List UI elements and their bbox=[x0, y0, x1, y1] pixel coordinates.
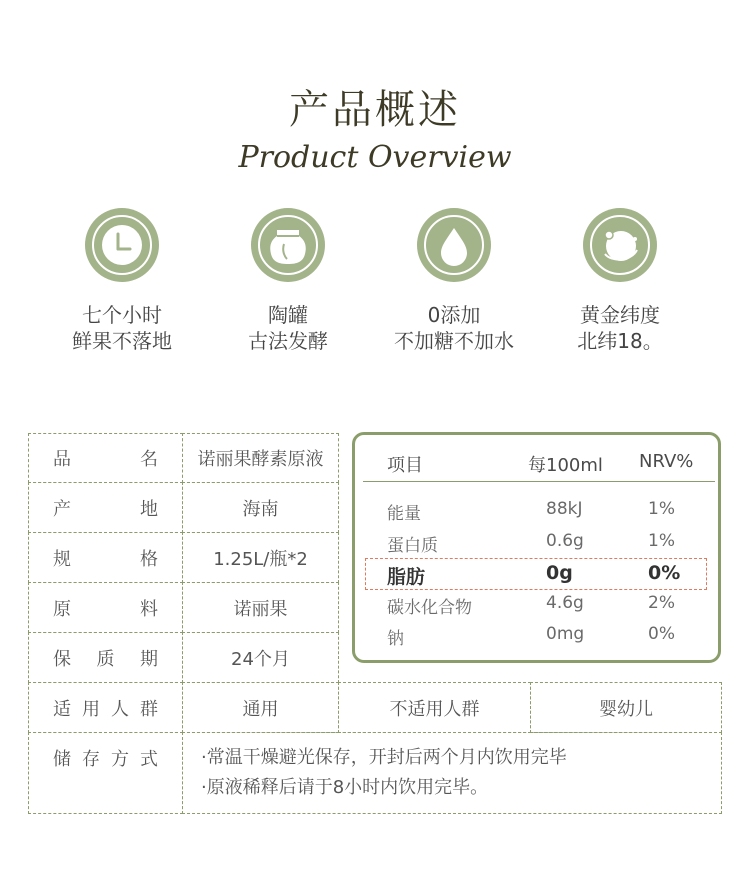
nutrient-nrv: 2% bbox=[648, 593, 675, 613]
unsuitable-value: 婴幼儿 bbox=[530, 682, 722, 733]
nutrient-name: 蛋白质 bbox=[387, 536, 438, 556]
nutrient-name: 钠 bbox=[387, 629, 404, 649]
feature-line2: 北纬18。 bbox=[577, 329, 663, 353]
nutrient-amount: 0mg bbox=[546, 624, 585, 644]
unsuitable-label: 不适用人群 bbox=[338, 682, 531, 733]
key-origin bbox=[28, 482, 183, 533]
key-char: 人 bbox=[111, 698, 129, 720]
feature-no-additive bbox=[379, 208, 529, 354]
nutrient-amount: 4.6g bbox=[546, 593, 584, 613]
value-target: 通用 bbox=[182, 682, 339, 733]
key-char: 群 bbox=[140, 698, 158, 720]
jar-icon bbox=[251, 208, 325, 282]
value-storage bbox=[182, 732, 722, 814]
key-char: 保 bbox=[53, 648, 71, 670]
key-char: 期 bbox=[140, 648, 158, 670]
nutrient-amount: 0g bbox=[546, 562, 573, 584]
key-char: 储 bbox=[53, 749, 71, 770]
value-shelf-life: 24个月 bbox=[182, 632, 339, 683]
feature-line1: 陶罐 bbox=[268, 303, 308, 327]
value-ingredient: 诺丽果 bbox=[182, 582, 339, 633]
nutrient-name: 碳水化合物 bbox=[387, 598, 472, 618]
key-char: 品 bbox=[53, 449, 71, 470]
key-name bbox=[28, 433, 183, 483]
nutrient-nrv: 1% bbox=[648, 531, 675, 551]
key-char: 用 bbox=[82, 698, 100, 720]
storage-line: ·常温干燥避光保存，开封后两个月内饮用完毕 bbox=[201, 747, 567, 768]
key-char: 方 bbox=[111, 749, 129, 770]
globe-icon bbox=[583, 208, 657, 282]
header-per100: 每100ml bbox=[528, 455, 603, 476]
nutrient-name: 能量 bbox=[387, 504, 421, 524]
key-char: 料 bbox=[140, 598, 158, 620]
value-spec: 1.25L/瓶*2 bbox=[182, 532, 339, 583]
header-nrv: NRV% bbox=[639, 451, 694, 472]
key-char: 质 bbox=[96, 648, 115, 670]
key-char: 存 bbox=[82, 749, 100, 770]
header-divider bbox=[363, 481, 715, 482]
feature-line1: 黄金纬度 bbox=[580, 303, 660, 327]
feature-line2: 鲜果不落地 bbox=[72, 329, 172, 353]
header-item: 项目 bbox=[387, 455, 423, 476]
key-spec bbox=[28, 532, 183, 583]
key-char: 名 bbox=[140, 449, 158, 470]
feature-line2: 古法发酵 bbox=[248, 329, 328, 353]
feature-line2: 不加糖不加水 bbox=[394, 329, 514, 353]
feature-line1: 七个小时 bbox=[82, 303, 162, 327]
nutrient-amount: 0.6g bbox=[546, 531, 584, 551]
key-char: 式 bbox=[140, 749, 158, 770]
key-target bbox=[28, 682, 183, 733]
nutrient-nrv: 1% bbox=[648, 499, 675, 519]
key-shelf-life bbox=[28, 632, 183, 683]
feature-jar bbox=[213, 208, 363, 354]
value-name: 诺丽果酵素原液 bbox=[182, 433, 339, 483]
page-subtitle: Product Overview bbox=[238, 140, 512, 175]
storage-line: ·原液稀释后请于8小时内饮用完毕。 bbox=[201, 777, 489, 798]
nutrient-amount: 88kJ bbox=[546, 499, 583, 519]
water-drop-icon bbox=[417, 208, 491, 282]
nutrient-name: 脂肪 bbox=[387, 566, 426, 588]
feature-fresh bbox=[47, 208, 197, 354]
feature-line1: 0添加 bbox=[427, 303, 481, 327]
page-title: 产品概述 bbox=[289, 87, 461, 133]
key-char: 格 bbox=[140, 548, 158, 570]
key-ingredient bbox=[28, 582, 183, 633]
value-origin: 海南 bbox=[182, 482, 339, 533]
nutrition-table bbox=[352, 432, 721, 663]
key-char: 适 bbox=[53, 698, 71, 720]
nutrient-nrv: 0% bbox=[648, 624, 675, 644]
feature-latitude bbox=[545, 208, 695, 354]
key-char: 产 bbox=[53, 498, 71, 520]
key-char: 原 bbox=[53, 598, 71, 620]
key-char: 地 bbox=[140, 498, 158, 520]
nutrient-nrv: 0% bbox=[648, 562, 681, 584]
key-char: 规 bbox=[53, 548, 71, 570]
clock-icon bbox=[85, 208, 159, 282]
key-storage bbox=[28, 732, 183, 814]
